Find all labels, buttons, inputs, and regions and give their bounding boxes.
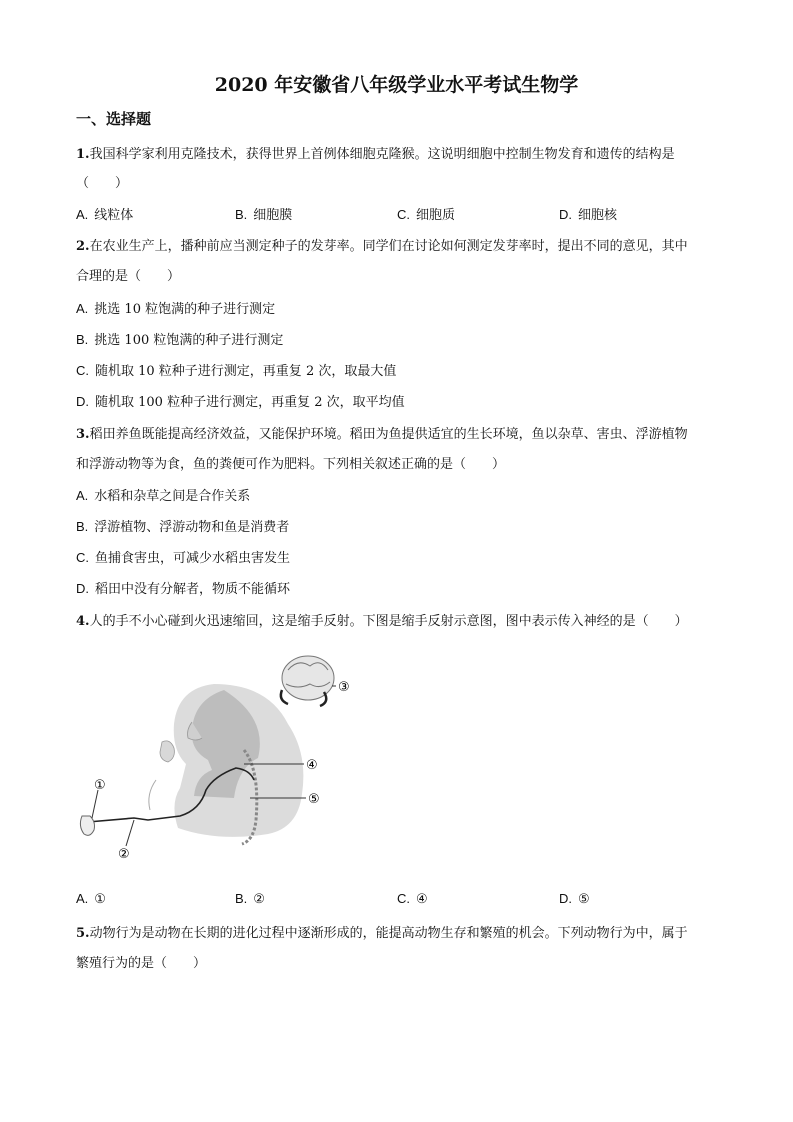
option-text: 细胞核 (578, 208, 618, 223)
option-letter: C. (397, 891, 410, 906)
q2-option-b[interactable] (76, 329, 283, 348)
option-text: 稻田中没有分解者，物质不能循环 (95, 582, 291, 597)
option-text: 浮游植物、浮游动物和鱼是消费者 (94, 520, 290, 535)
option-letter: A. (76, 488, 89, 503)
option-letter: D. (559, 207, 572, 222)
brain-drawing (281, 656, 334, 706)
option-text: 鱼捕食害虫，可减少水稻虫害发生 (95, 551, 291, 566)
q4-option-a[interactable] (76, 891, 106, 907)
q3-option-c[interactable] (76, 547, 290, 566)
option-text: 细胞膜 (253, 208, 293, 223)
question-4-line-1 (76, 610, 688, 629)
question-5-number: 5. (76, 926, 90, 941)
section-heading: 一、选择题 (76, 110, 152, 128)
q4-option-d[interactable] (559, 891, 590, 907)
q1-option-a[interactable] (76, 204, 133, 223)
option-text: ② (253, 892, 265, 907)
option-letter: B. (235, 207, 248, 222)
question-3-line-2: 和浮游动物等为食，鱼的粪便可作为肥料。下列相关叙述正确的是（ ） (76, 457, 506, 472)
option-text: ① (94, 892, 106, 907)
question-1-number: 1. (76, 147, 90, 162)
reflex-arc-illustration (74, 640, 374, 875)
question-5-text-1: 动物行为是动物在长期的进化过程中逐渐形成的，能提高动物生存和繁殖的机会。下列动物行为中，属于 (89, 926, 688, 941)
option-letter: C. (76, 363, 89, 378)
q2-option-d[interactable] (76, 391, 405, 410)
figure-label-4: ④ (306, 758, 318, 773)
option-letter: B. (76, 519, 89, 534)
q4-option-c[interactable] (397, 891, 428, 907)
option-text: 随机取 10 粒种子进行测定，再重复 2 次，取最大值 (95, 364, 397, 379)
question-1-answer-paren: （ ） (76, 176, 129, 191)
option-letter: A. (76, 207, 89, 222)
question-4-number: 4. (76, 614, 90, 629)
reflex-arc-figure (74, 640, 374, 875)
page-title: 2020 年安徽省八年级学业水平考试生物学 (214, 74, 579, 96)
option-text: 挑选 100 粒饱满的种子进行测定 (94, 333, 284, 348)
question-5-line-2: 繁殖行为的是（ ） (76, 956, 207, 971)
question-4-text: 人的手不小心碰到火迅速缩回，这是缩手反射。下图是缩手反射示意图，图中表示传入神经的是（ ） (89, 614, 688, 629)
question-3-number: 3. (76, 427, 90, 442)
q3-option-d[interactable] (76, 578, 290, 597)
option-text: ④ (416, 892, 428, 907)
figure-label-2: ② (118, 847, 130, 862)
option-letter: B. (76, 332, 89, 347)
option-text: 随机取 100 粒种子进行测定，再重复 2 次，取平均值 (95, 395, 405, 410)
figure-label-5: ⑤ (308, 792, 320, 807)
q1-option-d[interactable] (559, 204, 617, 223)
option-text: 挑选 10 粒饱满的种子进行测定 (94, 302, 276, 317)
question-2-number: 2. (76, 239, 90, 254)
q1-option-b[interactable] (235, 204, 292, 223)
question-2-text-1: 在农业生产上，播种前应当测定种子的发芽率。同学们在讨论如何测定发芽率时，提出不同的意见，其中 (89, 239, 688, 254)
question-2-line-1 (76, 235, 688, 254)
option-letter: A. (76, 891, 89, 906)
option-letter: C. (76, 550, 89, 565)
q2-option-a[interactable] (76, 298, 275, 317)
option-text: 细胞质 (416, 208, 456, 223)
option-letter: D. (559, 891, 572, 906)
question-3-text-1: 稻田养鱼既能提高经济效益，又能保护环境。稻田为鱼提供适宜的生长环境，鱼以杂草、害虫、浮游植物 (89, 427, 688, 442)
q2-option-c[interactable] (76, 360, 396, 379)
question-5-line-1 (76, 922, 688, 941)
question-2-line-2: 合理的是（ ） (76, 269, 181, 284)
q4-option-b[interactable] (235, 891, 265, 907)
option-text: ⑤ (578, 892, 590, 907)
figure-label-1: ① (94, 778, 106, 793)
q3-option-b[interactable] (76, 516, 289, 535)
figure-label-3: ③ (338, 680, 350, 695)
option-text: 线粒体 (94, 208, 134, 223)
hand-outline (80, 816, 94, 835)
question-3-line-1 (76, 423, 688, 442)
q1-option-c[interactable] (397, 204, 455, 223)
question-1-text: 我国科学家利用克隆技术，获得世界上首例体细胞克隆猴。这说明细胞中控制生物发育和遗传的结构是 (89, 147, 675, 162)
option-letter: D. (76, 394, 89, 409)
option-letter: C. (397, 207, 410, 222)
question-1-line-1 (76, 143, 675, 162)
option-letter: A. (76, 301, 89, 316)
option-letter: B. (235, 891, 248, 906)
option-letter: D. (76, 581, 89, 596)
option-text: 水稻和杂草之间是合作关系 (94, 489, 251, 504)
q3-option-a[interactable] (76, 485, 250, 504)
